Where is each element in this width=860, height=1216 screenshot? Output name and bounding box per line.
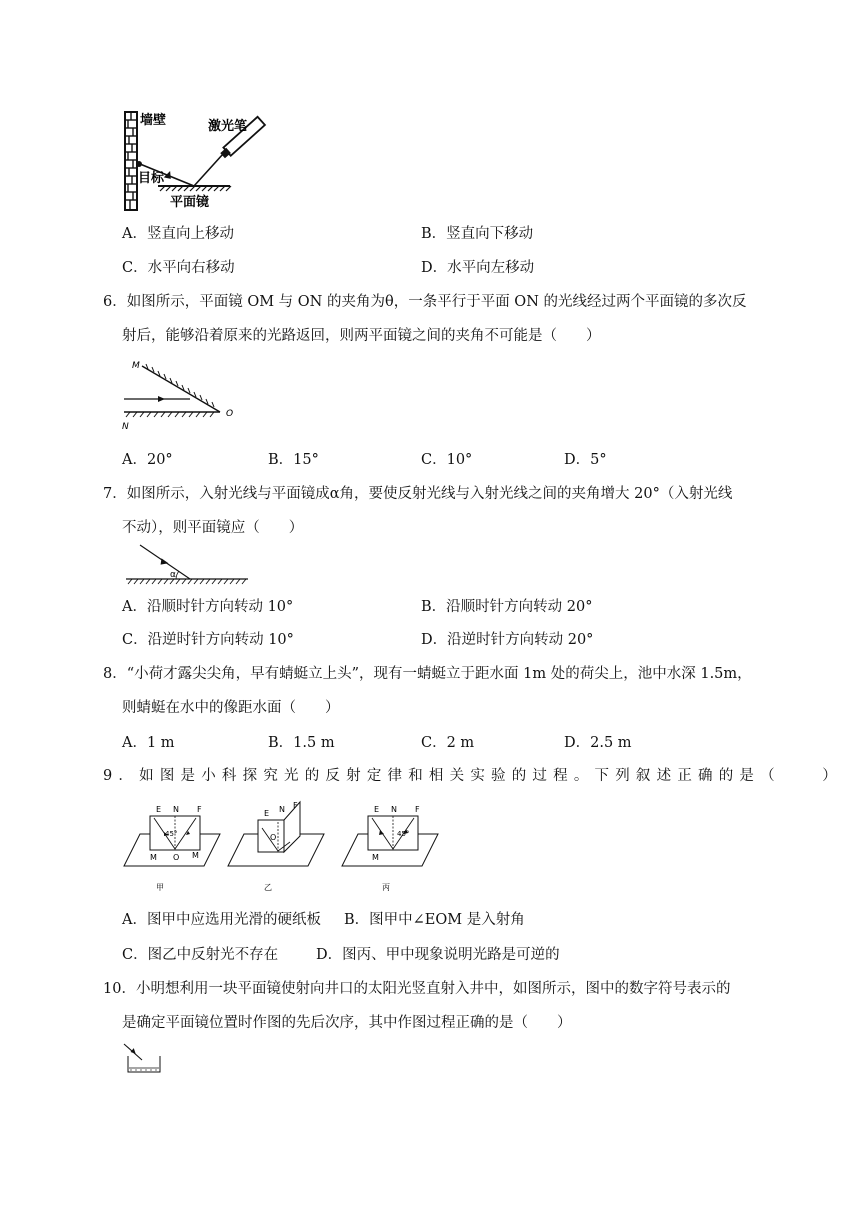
fig5-target-label: 目标 (138, 171, 165, 186)
q7-option-c[interactable]: C．沿逆时针方向转动 10° (122, 632, 294, 648)
fig9-jia-m: M (150, 853, 157, 862)
q7-option-d[interactable]: D．沿逆时针方向转动 20° (421, 632, 594, 648)
q7-figure (118, 540, 254, 588)
q10-stem-line2: 是确定平面镜位置时作图的先后次序，其中作图过程正确的是（ ） (122, 1015, 572, 1031)
q8-stem-line2: 则蜻蜓在水中的像距水面（ ） (122, 700, 340, 716)
q6-figure (118, 356, 248, 432)
q9-option-b[interactable]: B．图甲中∠EOM 是入射角 (344, 912, 525, 928)
fig9-bing-angle: 45° (397, 830, 410, 838)
fig9-bing-f: F (415, 805, 420, 814)
fig6-label-n: N (122, 422, 129, 432)
q5-option-b[interactable]: B．竖直向下移动 (421, 226, 534, 242)
q7-option-a[interactable]: A．沿顺时针方向转动 10° (122, 599, 294, 615)
fig9-yi-o: O (270, 833, 277, 842)
fig9-jia-angle: 45° (165, 830, 178, 838)
q9-figure-yi (228, 801, 324, 892)
q8-option-b[interactable]: B．1.5 m (268, 735, 335, 751)
q5-option-c[interactable]: C．水平向右移动 (122, 260, 235, 276)
q9-option-d[interactable]: D．图丙、甲中现象说明光路是可逆的 (316, 947, 560, 963)
q7-stem-line2: 不动），则平面镜应（ ） (122, 520, 304, 536)
q6-stem-line1: 6．如图所示，平面镜 OM 与 ON 的夹角为θ，一条平行于平面 ON 的光线经过两个平面镜的多次反 (103, 294, 747, 310)
fig9-bing-caption: 丙 (382, 883, 390, 892)
q10-figure (118, 1040, 168, 1076)
q9-stem-line1: 9．如图是小科探究光的反射定律和相关实验的过程。下列叙述正确的是（ ） (103, 768, 843, 784)
q9-option-c[interactable]: C．图乙中反射光不存在 (122, 947, 279, 963)
q7-option-b[interactable]: B．沿顺时针方向转动 20° (421, 599, 593, 615)
q7-stem-line1: 7．如图所示，入射光线与平面镜成α角，要使反射光线与入射光线之间的夹角增大 20°（入射光线 (103, 486, 733, 502)
fig6-label-o: O (226, 409, 234, 419)
fig9-yi-caption: 乙 (264, 883, 272, 892)
q8-stem-line1: 8．“小荷才露尖尖角，早有蜻蜓立上头”，现有一蜻蜓立于距水面 1m 处的荷尖上，池中水深 1.5m， (103, 666, 752, 682)
fig5-mirror-label: 平面镜 (170, 195, 210, 210)
q5-figure (118, 108, 278, 214)
fig9-bing-n: N (391, 805, 397, 814)
q8-option-c[interactable]: C．2 m (421, 735, 475, 751)
q5-option-d[interactable]: D．水平向左移动 (421, 260, 535, 276)
fig9-jia-m2: M (192, 851, 199, 860)
q6-option-a[interactable]: A．20° (122, 452, 173, 468)
fig9-jia-caption: 甲 (156, 883, 164, 892)
fig5-wall-label: 墙壁 (140, 113, 167, 128)
fig9-yi-n: N (279, 805, 285, 814)
fig9-yi-f: F (293, 801, 298, 810)
q8-option-a[interactable]: A．1 m (122, 735, 175, 751)
q6-option-d[interactable]: D．5° (564, 452, 607, 468)
q9-figure-bing (342, 805, 438, 892)
fig9-bing-e: E (374, 805, 380, 814)
q5-option-a[interactable]: A．竖直向上移动 (122, 226, 234, 242)
q6-stem-line2: 射后，能够沿着原来的光路返回，则两平面镜之间的夹角不可能是（ ） (122, 328, 601, 344)
q9-figure (118, 798, 448, 898)
fig9-jia-n: N (173, 805, 179, 814)
q6-option-c[interactable]: C．10° (421, 452, 473, 468)
fig9-jia-f: F (197, 805, 202, 814)
q9-figure-jia (124, 805, 220, 892)
fig6-label-m: M (132, 361, 140, 371)
fig9-jia-o: O (173, 853, 180, 862)
q6-option-b[interactable]: B．15° (268, 452, 319, 468)
fig9-jia-e: E (156, 805, 162, 814)
fig9-yi-e: E (264, 809, 270, 818)
q10-stem-line1: 10．小明想利用一块平面镜使射向井口的太阳光竖直射入井中，如图所示，图中的数字符号表示的 (103, 981, 731, 997)
q8-option-d[interactable]: D．2.5 m (564, 735, 632, 751)
fig7-alpha: α (170, 570, 176, 580)
fig5-laser-label: 激光笔 (208, 119, 248, 134)
fig9-bing-m: M (372, 853, 379, 862)
q9-option-a[interactable]: A．图甲中应选用光滑的硬纸板 (122, 912, 321, 928)
